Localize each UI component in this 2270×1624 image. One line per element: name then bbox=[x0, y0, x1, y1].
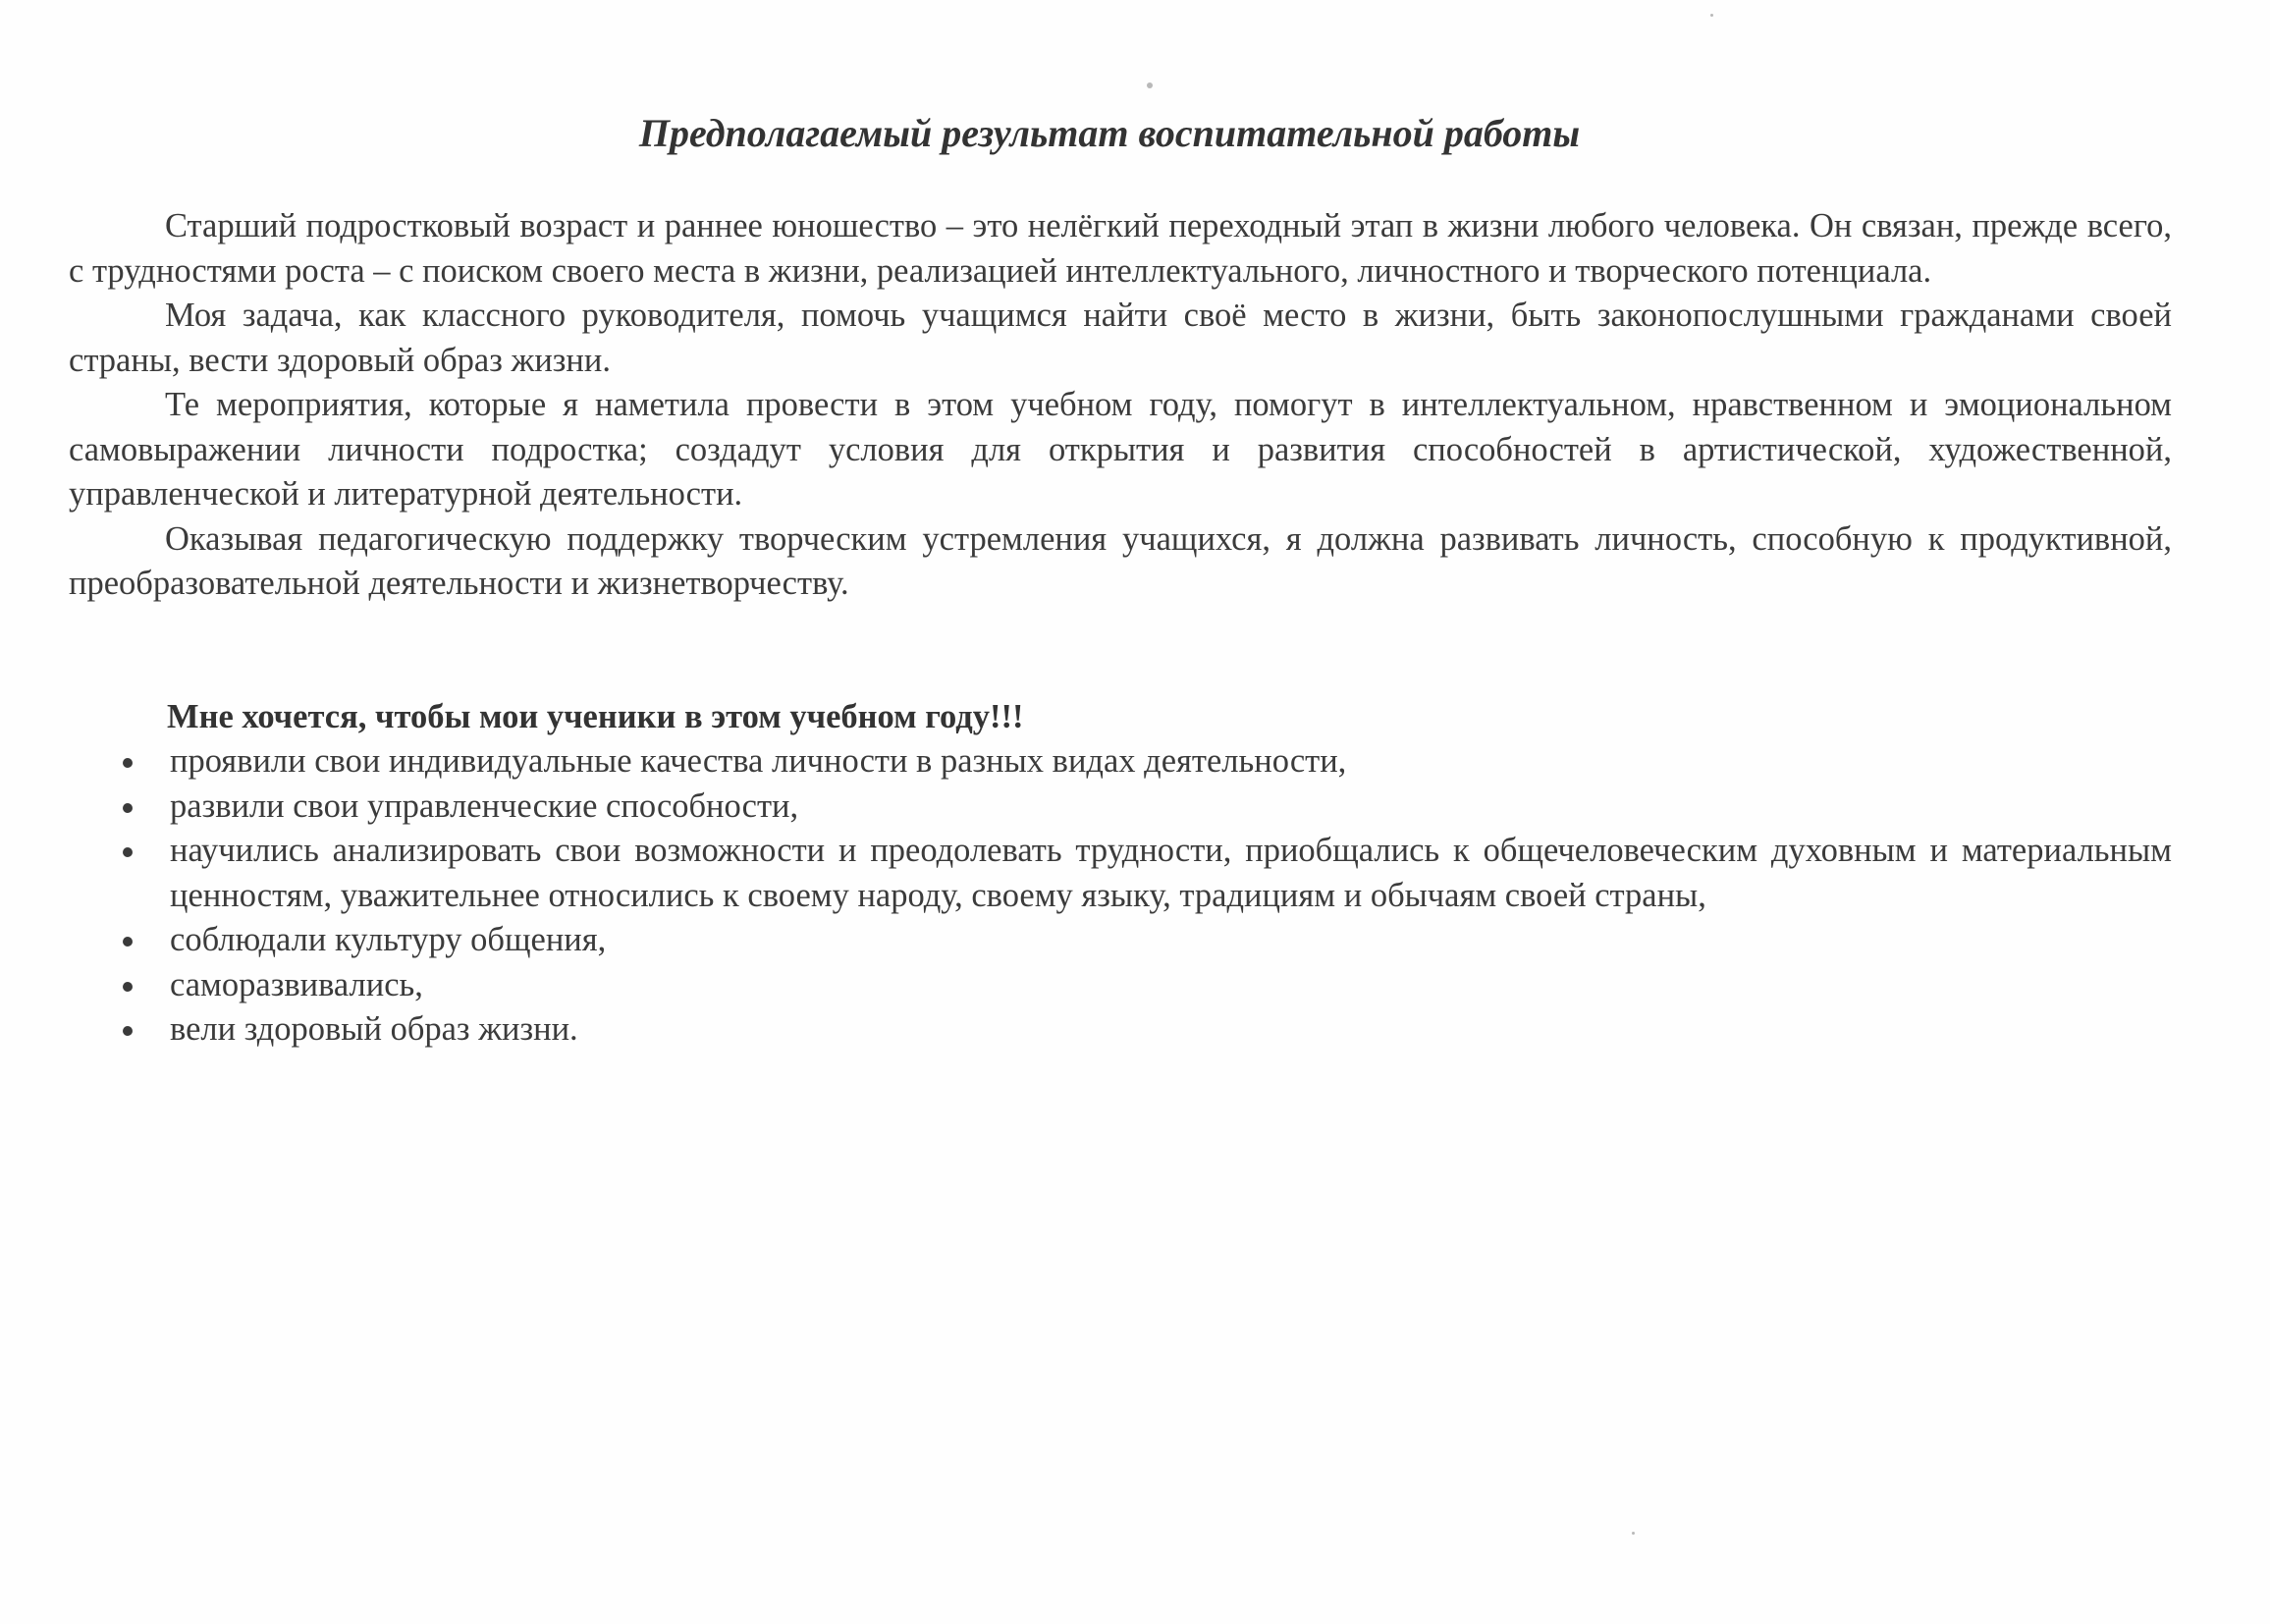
list-item-text: научились анализировать свои возможности и преодолевать трудности, приобщались к общечеловеческим духовным и материальным ценностям, уважительнее относились к своему народу, своему языку, традициям и обычаям своей страны, bbox=[170, 832, 2172, 914]
list-item-text: соблюдали культуру общения, bbox=[170, 921, 607, 958]
list-item bbox=[69, 785, 2172, 830]
list-item bbox=[69, 739, 2172, 785]
bullet-icon bbox=[123, 803, 133, 813]
paragraph: Старший подростковый возраст и раннее юношество – это нелёгкий переходный этап в жизни любого человека. Он связан, прежде всего, с трудностями роста – с поиском своего места в жизни, реализацией интеллектуального, личностного и творческого потенциала. bbox=[69, 207, 2172, 290]
list-item bbox=[69, 829, 2172, 918]
wishes-heading: Мне хочется, чтобы мои ученики в этом учебном году!!! bbox=[167, 698, 1024, 735]
paragraph: Оказывая педагогическую поддержку творческим устремления учащихся, я должна развивать личность, способную к продуктивной, преобразовательной деятельности и жизнетворчеству. bbox=[69, 519, 2172, 602]
scan-speck bbox=[1147, 82, 1153, 88]
wishes-list bbox=[69, 739, 2172, 1053]
list-item bbox=[69, 963, 2172, 1008]
page-title: Предполагаемый результат воспитательной работы bbox=[638, 111, 1581, 155]
list-item-text: саморазвивались, bbox=[170, 965, 423, 1003]
scan-speck bbox=[1632, 1532, 1635, 1535]
paragraph: Те мероприятия, которые я наметила провести в этом учебном году, помогут в интеллектуальном, нравственном и эмоциональном самовыражении личности подростка; создадут условия для открытия и развития способностей в артистической, художественной, управленческой и литературной деятельности. bbox=[69, 386, 2172, 513]
paragraph: Моя задача, как классного руководителя, помочь учащимся найти своё место в жизни, быть законопослушными гражданами своей страны, вести здоровый образ жизни. bbox=[69, 297, 2172, 379]
list-item bbox=[69, 918, 2172, 963]
bullet-icon bbox=[123, 1026, 133, 1036]
bullet-icon bbox=[123, 937, 133, 947]
wishes-section bbox=[69, 695, 2172, 1053]
bullet-icon bbox=[123, 847, 133, 857]
list-item-text: развили свои управленческие способности, bbox=[170, 786, 799, 825]
scan-speck bbox=[1710, 14, 1713, 17]
list-item-text: вели здоровый образ жизни. bbox=[170, 1010, 578, 1048]
list-item-text: проявили свои индивидуальные качества личности в разных видах деятельности, bbox=[170, 742, 1347, 780]
intro-text bbox=[69, 204, 2172, 607]
bullet-icon bbox=[123, 982, 133, 992]
bullet-icon bbox=[123, 758, 133, 768]
list-item bbox=[69, 1007, 2172, 1053]
